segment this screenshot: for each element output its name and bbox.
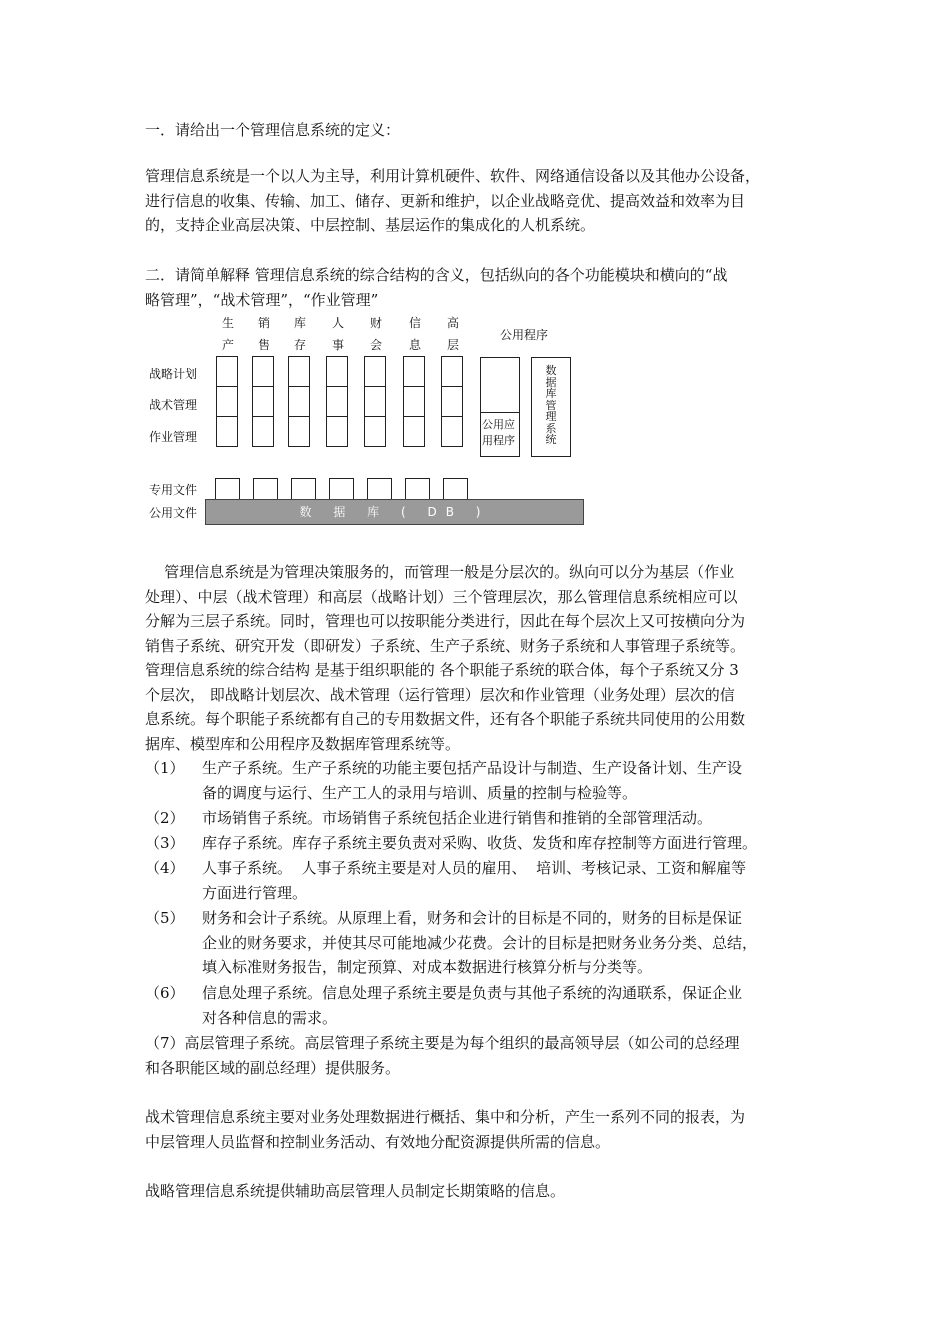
subsystem-stack <box>216 356 238 447</box>
item-number: （4） <box>145 859 185 877</box>
dbms-label: 数据库管理系统 <box>545 364 557 446</box>
text-line: 备的调度与运行、生产工人的录用与培训、质量的控制与检验等。 <box>202 783 638 802</box>
item-number: （3） <box>145 834 185 852</box>
dbms-box <box>531 357 571 457</box>
public-application-label: 用程序 <box>482 434 515 447</box>
item-number: （1） <box>145 759 185 777</box>
text-line: 的，支持企业高层决策、中层控制、基层运作的集成化的人机系统。 <box>145 216 596 234</box>
public-programs-label: 公用程序 <box>500 328 549 342</box>
database-bar-label: 数 据 库 ( DB ) <box>299 505 490 519</box>
strategic-mis-paragraph: 战略管理信息系统提供辅助高层管理人员制定长期策略的信息。 <box>145 1182 566 1200</box>
text-line: 市场销售子系统。市场销售子系统包括企业进行销售和推销的全部管理活动。 <box>202 809 713 827</box>
database-bar <box>205 499 584 525</box>
column-header-sales: 销 售 <box>257 316 270 352</box>
text-line: 填入标准财务报告，制定预算、对成本数据进行核算分析与分类等。 <box>202 958 653 976</box>
text-line: 管理信息系统的综合结构 是基于组织职能的 各个职能子系统的联合体，每个子系统又分 3 <box>145 661 739 679</box>
text-line: 人事子系统。 人事子系统主要是对人员的雇用、 培训、考核记录、工资和解雇等 <box>202 859 747 877</box>
text-line: 略管理”，“战术管理”，“作业管理” <box>145 290 379 309</box>
mis-structure-diagram <box>145 312 590 527</box>
column-header-production: 生 产 <box>221 316 234 352</box>
row-label-tactical: 战术管理 <box>149 398 198 412</box>
text-line: 中层管理人员监督和控制业务活动、有效地分配资源提供所需的信息。 <box>145 1132 611 1151</box>
column-header-personnel: 人 事 <box>331 316 344 352</box>
private-file-box <box>367 478 392 500</box>
text-line: 和各职能区域的副总经理）提供服务。 <box>145 1058 401 1077</box>
private-file-box <box>329 478 354 500</box>
column-header-top-level: 高 层 <box>446 316 459 352</box>
column-header-information: 信 息 <box>408 316 421 352</box>
text-line: 生产子系统。生产子系统的功能主要包括产品设计与制造、生产设备计划、生产设 <box>202 759 743 777</box>
item-number: （6） <box>145 984 185 1002</box>
private-files-label: 专用文件 <box>149 483 198 497</box>
text-line: 战术管理信息系统主要对业务处理数据进行概括、集中和分析，产生一系列不同的报表，为 <box>145 1108 746 1126</box>
tactical-mis-paragraph <box>145 1105 808 1154</box>
text-line: 销售子系统、研究开发（即研发）子系统、生产子系统、财务子系统和人事管理子系统等。 <box>145 636 746 655</box>
column-header-inventory: 库 存 <box>293 316 306 352</box>
text-line: 库存子系统。库存子系统主要负责对采购、收货、发货和库存控制等方面进行管理。 <box>202 834 758 852</box>
private-file-box <box>443 478 468 500</box>
list-item-7 <box>145 1031 808 1080</box>
text-line: 方面进行管理。 <box>202 883 308 902</box>
structure-explanation <box>145 560 808 756</box>
subsystem-stack <box>441 356 463 447</box>
text-line: 管理信息系统是为管理决策服务的，而管理一般是分层次的。纵向可以分为基层（作业 <box>145 563 735 581</box>
column-header-finance: 财 会 <box>369 316 382 352</box>
text-line: 企业的财务要求，并使其尽可能地减少花费。会计的目标是把财务业务分类、总结， <box>202 933 758 952</box>
subsystem-stack <box>326 356 348 447</box>
q1-definition <box>145 164 808 238</box>
subsystem-stack <box>252 356 274 447</box>
public-application-label: 公用应 <box>482 418 515 431</box>
text-line: 处理）、中层（战术管理）和高层（战略计划）三个管理层次，那么管理信息系统相应可以 <box>145 587 738 606</box>
subsystem-stack <box>403 356 425 447</box>
private-file-box <box>253 478 278 500</box>
text-line: 息系统。每个职能子系统都有自己的专用数据文件，还有各个职能子系统共同使用的公用数 <box>145 710 746 728</box>
text-line: 二．请简单解释 管理信息系统的综合结构的含义，包括纵向的各个功能模块和横向的“战 <box>145 266 728 284</box>
text-line: 个层次， 即战略计划层次、战术管理（运行管理）层次和作业管理（业务处理）层次的信 <box>145 685 735 704</box>
private-file-box <box>215 478 240 500</box>
subsystem-stack <box>364 356 386 447</box>
item-number: （5） <box>145 909 185 927</box>
text-line: 据库、模型库和公用程序及数据库管理系统等。 <box>145 734 461 753</box>
text-line: 信息处理子系统。信息处理子系统主要是负责与其他子系统的沟通联系，保证企业 <box>202 984 743 1002</box>
text-line: 管理信息系统是一个以人为主导，利用计算机硬件、软件、网络通信设备以及其他办公设备， <box>145 167 761 185</box>
q2-heading <box>145 263 808 312</box>
text-line: 对各种信息的需求。 <box>202 1008 338 1027</box>
row-label-strategic: 战略计划 <box>149 367 198 381</box>
text-line: 进行信息的收集、传输、加工、储存、更新和维护，以企业战略竞优、提高效益和效率为目 <box>145 191 746 210</box>
q1-heading: 一．请给出一个管理信息系统的定义： <box>145 121 401 139</box>
text-line: 财务和会计子系统。从原理上看，财务和会计的目标是不同的，财务的目标是保证 <box>202 909 743 927</box>
text-line: 分解为三层子系统。同时，管理也可以按职能分类进行，因此在每个层次上又可按横向分为 <box>145 612 746 630</box>
row-label-operational: 作业管理 <box>149 430 198 444</box>
subsystem-stack <box>288 356 310 447</box>
public-application-box <box>480 357 520 457</box>
public-files-label: 公用文件 <box>149 506 198 520</box>
private-file-box <box>405 478 430 500</box>
private-file-box <box>291 478 316 500</box>
text-line: （7）高层管理子系统。高层管理子系统主要是为每个组织的最高领导层（如公司的总经理 <box>145 1034 740 1052</box>
item-number: （2） <box>145 809 185 827</box>
